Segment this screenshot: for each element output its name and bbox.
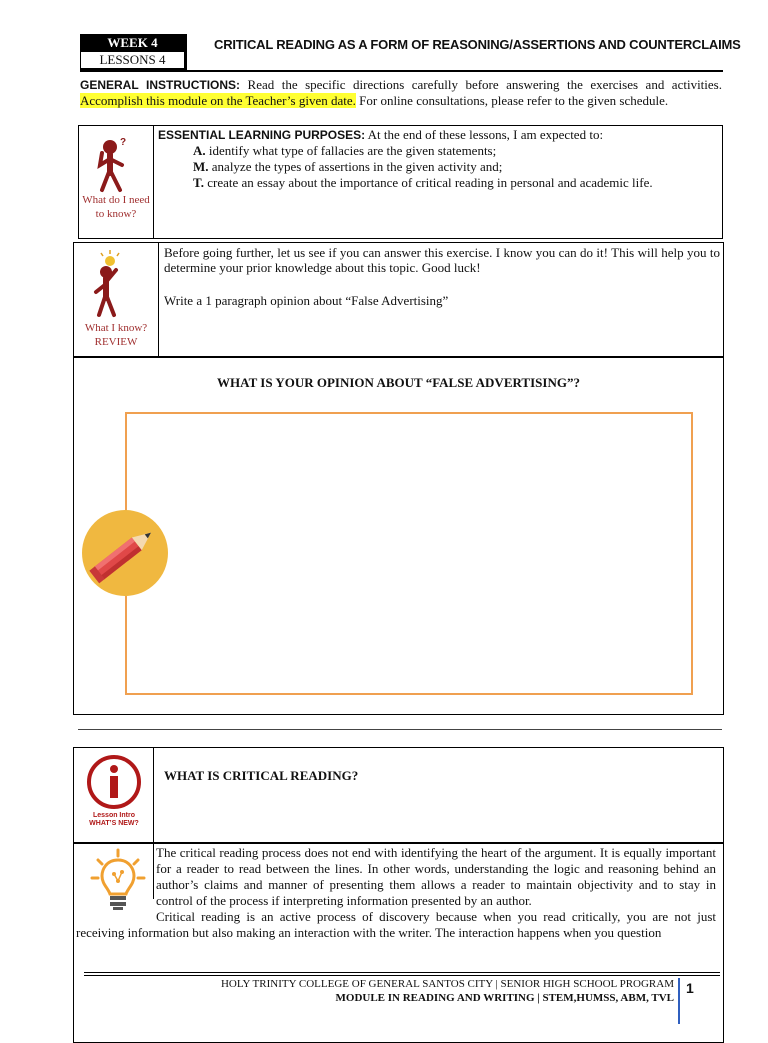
opinion-title: WHAT IS YOUR OPINION ABOUT “FALSE ADVERTISING”? — [217, 375, 580, 390]
general-instructions — [80, 77, 722, 109]
learning-purposes-caption: What do I need to know? — [82, 194, 150, 220]
critical-reading-title: WHAT IS CRITICAL READING? — [164, 768, 359, 783]
idea-person-icon — [90, 248, 126, 318]
critical-reading-divider — [153, 747, 154, 843]
lessons-label: LESSONS 4 — [81, 52, 184, 68]
footer-rule — [84, 975, 720, 976]
what-i-know-caption: What I know? REVIEW — [84, 322, 148, 348]
what-i-know-text: Before going further, let us see if you can answer this exercise. I know you can do it! This will help you to determine your prior knowledge about this topic. Good luck! — [164, 245, 720, 275]
learning-purpose-item: M. analyze the types of assertions in the given activity and; — [193, 159, 503, 174]
general-instructions-highlight: Accomplish this module on the Teacher’s given date. — [80, 93, 356, 108]
info-icon — [86, 754, 142, 810]
svg-text:?: ? — [120, 137, 127, 148]
critical-reading-text — [76, 845, 716, 941]
what-i-know-instruction: Write a 1 paragraph opinion about “False Advertising” — [164, 293, 449, 308]
module-title: CRITICAL READING AS A FORM OF REASONING/ASSERTIONS AND COUNTERCLAIMS — [214, 37, 741, 52]
footer-school: HOLY TRINITY COLLEGE OF GENERAL SANTOS CITY | SENIOR HIGH SCHOOL PROGRAM — [220, 978, 674, 990]
page-number-bar — [678, 978, 680, 1024]
learning-purpose-item: T. create an essay about the importance of critical reading in personal and academic life. — [193, 175, 653, 190]
footer-rule — [84, 972, 720, 973]
page-number: 1 — [686, 980, 694, 996]
section-separator — [78, 729, 722, 730]
learning-purposes-intro: At the end of these lessons, I am expected to: — [365, 127, 604, 142]
thinking-person-icon — [92, 135, 136, 193]
what-i-know-divider — [158, 242, 159, 357]
footer-module: MODULE IN READING AND WRITING | STEM,HUMSS, ABM, TVL — [335, 992, 674, 1004]
general-instructions-text2: For online consultations, please refer to the given schedule. — [355, 93, 669, 108]
learning-purposes-label: ESSENTIAL LEARNING PURPOSES: — [158, 128, 366, 142]
week-label: WEEK 4 — [107, 35, 158, 50]
critical-reading-box — [73, 747, 724, 843]
critical-reading-paragraph: The critical reading process does not end with identifying the heart of the argument. It is equally important for a reader to read between the lines. In other words, understanding the logic and reasoning behind an author’s claims and manner of presenting them allows a reader to maintain objectivity and to stay in control of the process if interpreting information presented by an author. — [156, 845, 716, 908]
header-rule — [80, 70, 723, 72]
learning-purpose-item: A. identify what type of fallacies are the given statements; — [193, 143, 497, 158]
critical-reading-paragraph: Critical reading is an active process of discovery because when you read critically, you are not just receiving information but also making an interaction with the writer. The interaction happens when you question — [76, 909, 716, 940]
learning-purposes-heading — [158, 127, 718, 143]
opinion-answer-area[interactable] — [125, 412, 693, 695]
general-instructions-text: Read the specific directions carefully before answering the exercises and activities. — [240, 77, 722, 92]
pencil-icon — [82, 510, 168, 596]
learning-purposes-divider — [153, 125, 154, 239]
general-instructions-label: GENERAL INSTRUCTIONS: — [80, 78, 241, 92]
lesson-intro-caption: Lesson Intro WHAT’S NEW? — [89, 812, 139, 827]
